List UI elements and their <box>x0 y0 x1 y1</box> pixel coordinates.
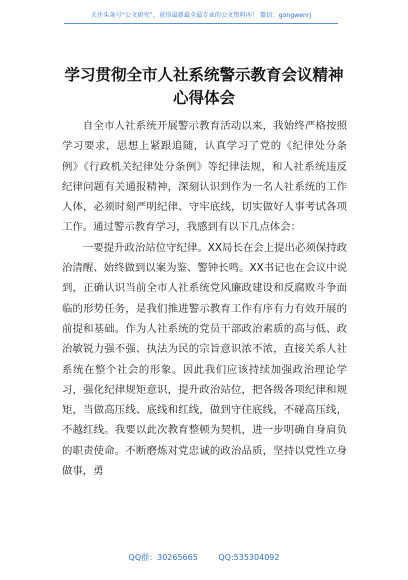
footer-contact <box>0 552 408 564</box>
document-body <box>62 116 347 481</box>
header-banner: 关注头条号“公文研究”，获得最新最全最专业的公文资料库！ 微信：gongwenrj <box>64 8 338 24</box>
document-title-line-1: 学习贯彻全市人社系统警示教育会议精神 <box>64 66 344 84</box>
document-title-line-2: 心得体会 <box>172 89 235 107</box>
body-paragraph: 一要提升政治站位守纪律。XX局长在会上提出必须保持政治清醒、始终做到以案为鉴、警钟长鸣。XX书记也在会议中说到，正确认识当前全市人社系统党风廉政建设和反腐败斗争面临的形势任务，是我们推进警示教育工作有序有力有效开展的前提和基础。作为人社系统的党员干部政治素质的高与低、政治敏锐力强不强、执法为民的宗旨意识浓不浓，直接关系人社系统在整个社会的形象。因此我们应该持续加强政治理论学习，强化纪律规矩意识，提升政治站位，把各级各项纪律和规矩，当做高压线、底线和红线，做到守住底线，不碰高压线，不越红线。我要以此次教育整顿为契机，进一步明确自身肩负的职责使命。不断磨炼对党忠诚的政治品质，坚持以党性立身做事，勇 <box>62 241 347 478</box>
footer-qq-group: QQ群：30265665 <box>128 553 198 562</box>
body-paragraph: 自全市人社系统开展警示教育活动以来，我始终严格按照学习要求，思想上紧跟追随，认真学习了党的《纪律处分条例》《行政机关纪律处分条例》等纪律法规，和人社系统违反纪律问题有关通报精神，深刻认识到作为一名人社系统的工作人体，必须时刻严明纪律、守牢底线，切实做好人事考试各项工作。通过警示教育学习，我感到有以下几点体会： <box>62 120 347 234</box>
footer-qq: QQ:535304092 <box>218 553 280 562</box>
document-title <box>40 64 368 110</box>
